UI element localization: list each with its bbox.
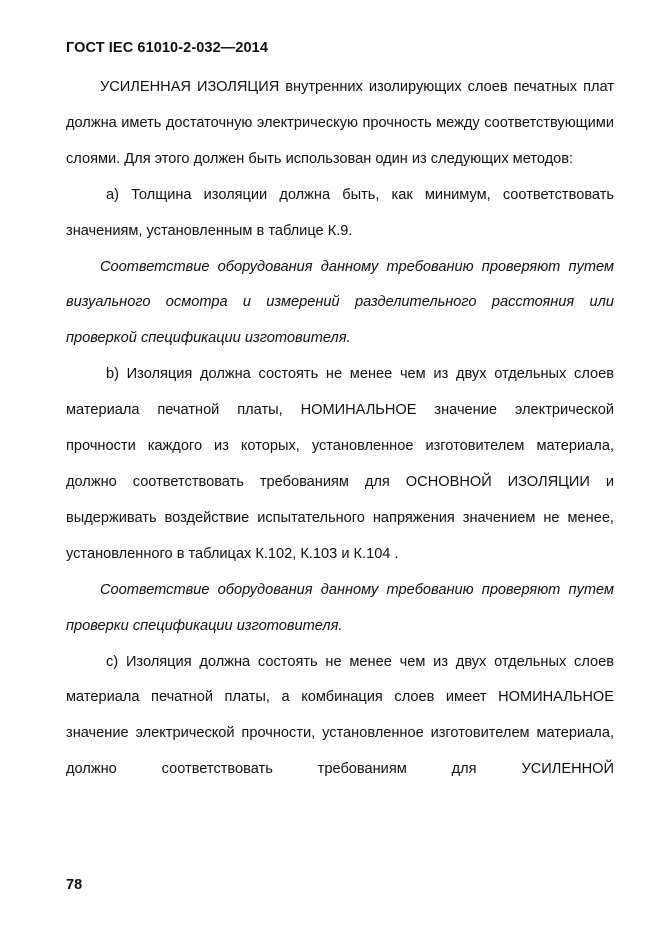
paragraph-method-a: a) Толщина изоляции должна быть, как минимум, соответствовать значениям, установленным в таблице К.9. — [66, 186, 614, 239]
standard-header: ГОСТ IEC 61010-2-032—2014 — [66, 40, 268, 56]
page-number: 78 — [66, 877, 83, 893]
paragraph-compliance-a: Соответствие оборудования данному требованию проверяют путем визуального осмотра и измерений разделительного расстояния или проверкой спецификации изготовителя. — [66, 258, 614, 347]
paragraph-method-c: c) Изоляция должна состоять не менее чем из двух отдельных слоев материала печатной платы, а комбинация слоев имеет НОМИНАЛЬНОЕ значение электрической прочности, установленное изготовителем материала, должно соответствовать требованиям для УСИЛЕННОЙ — [66, 653, 614, 778]
paragraph-method-b: b) Изоляция должна состоять не менее чем из двух отдельных слоев материала печатной платы, НОМИНАЛЬНОЕ значение электрической прочности каждого из которых, установленное изготовителем материала, должно соответствовать требованиям для ОСНОВНОЙ ИЗОЛЯЦИИ и выдерживать воздействие испытательного напряжения значением не менее, установленного в таблицах К.102, К.103 и К.104 . — [66, 366, 614, 562]
paragraph-compliance-b: Соответствие оборудования данному требованию проверяют путем проверки спецификации изготовителя. — [66, 581, 614, 634]
body-text — [66, 70, 614, 788]
paragraph-reinforced-insulation: УСИЛЕННАЯ ИЗОЛЯЦИЯ внутренних изолирующих слоев печатных плат должна иметь достаточную электрическую прочность между соответствующими слоями. Для этого должен быть использован один из следующих методов: — [66, 79, 614, 167]
